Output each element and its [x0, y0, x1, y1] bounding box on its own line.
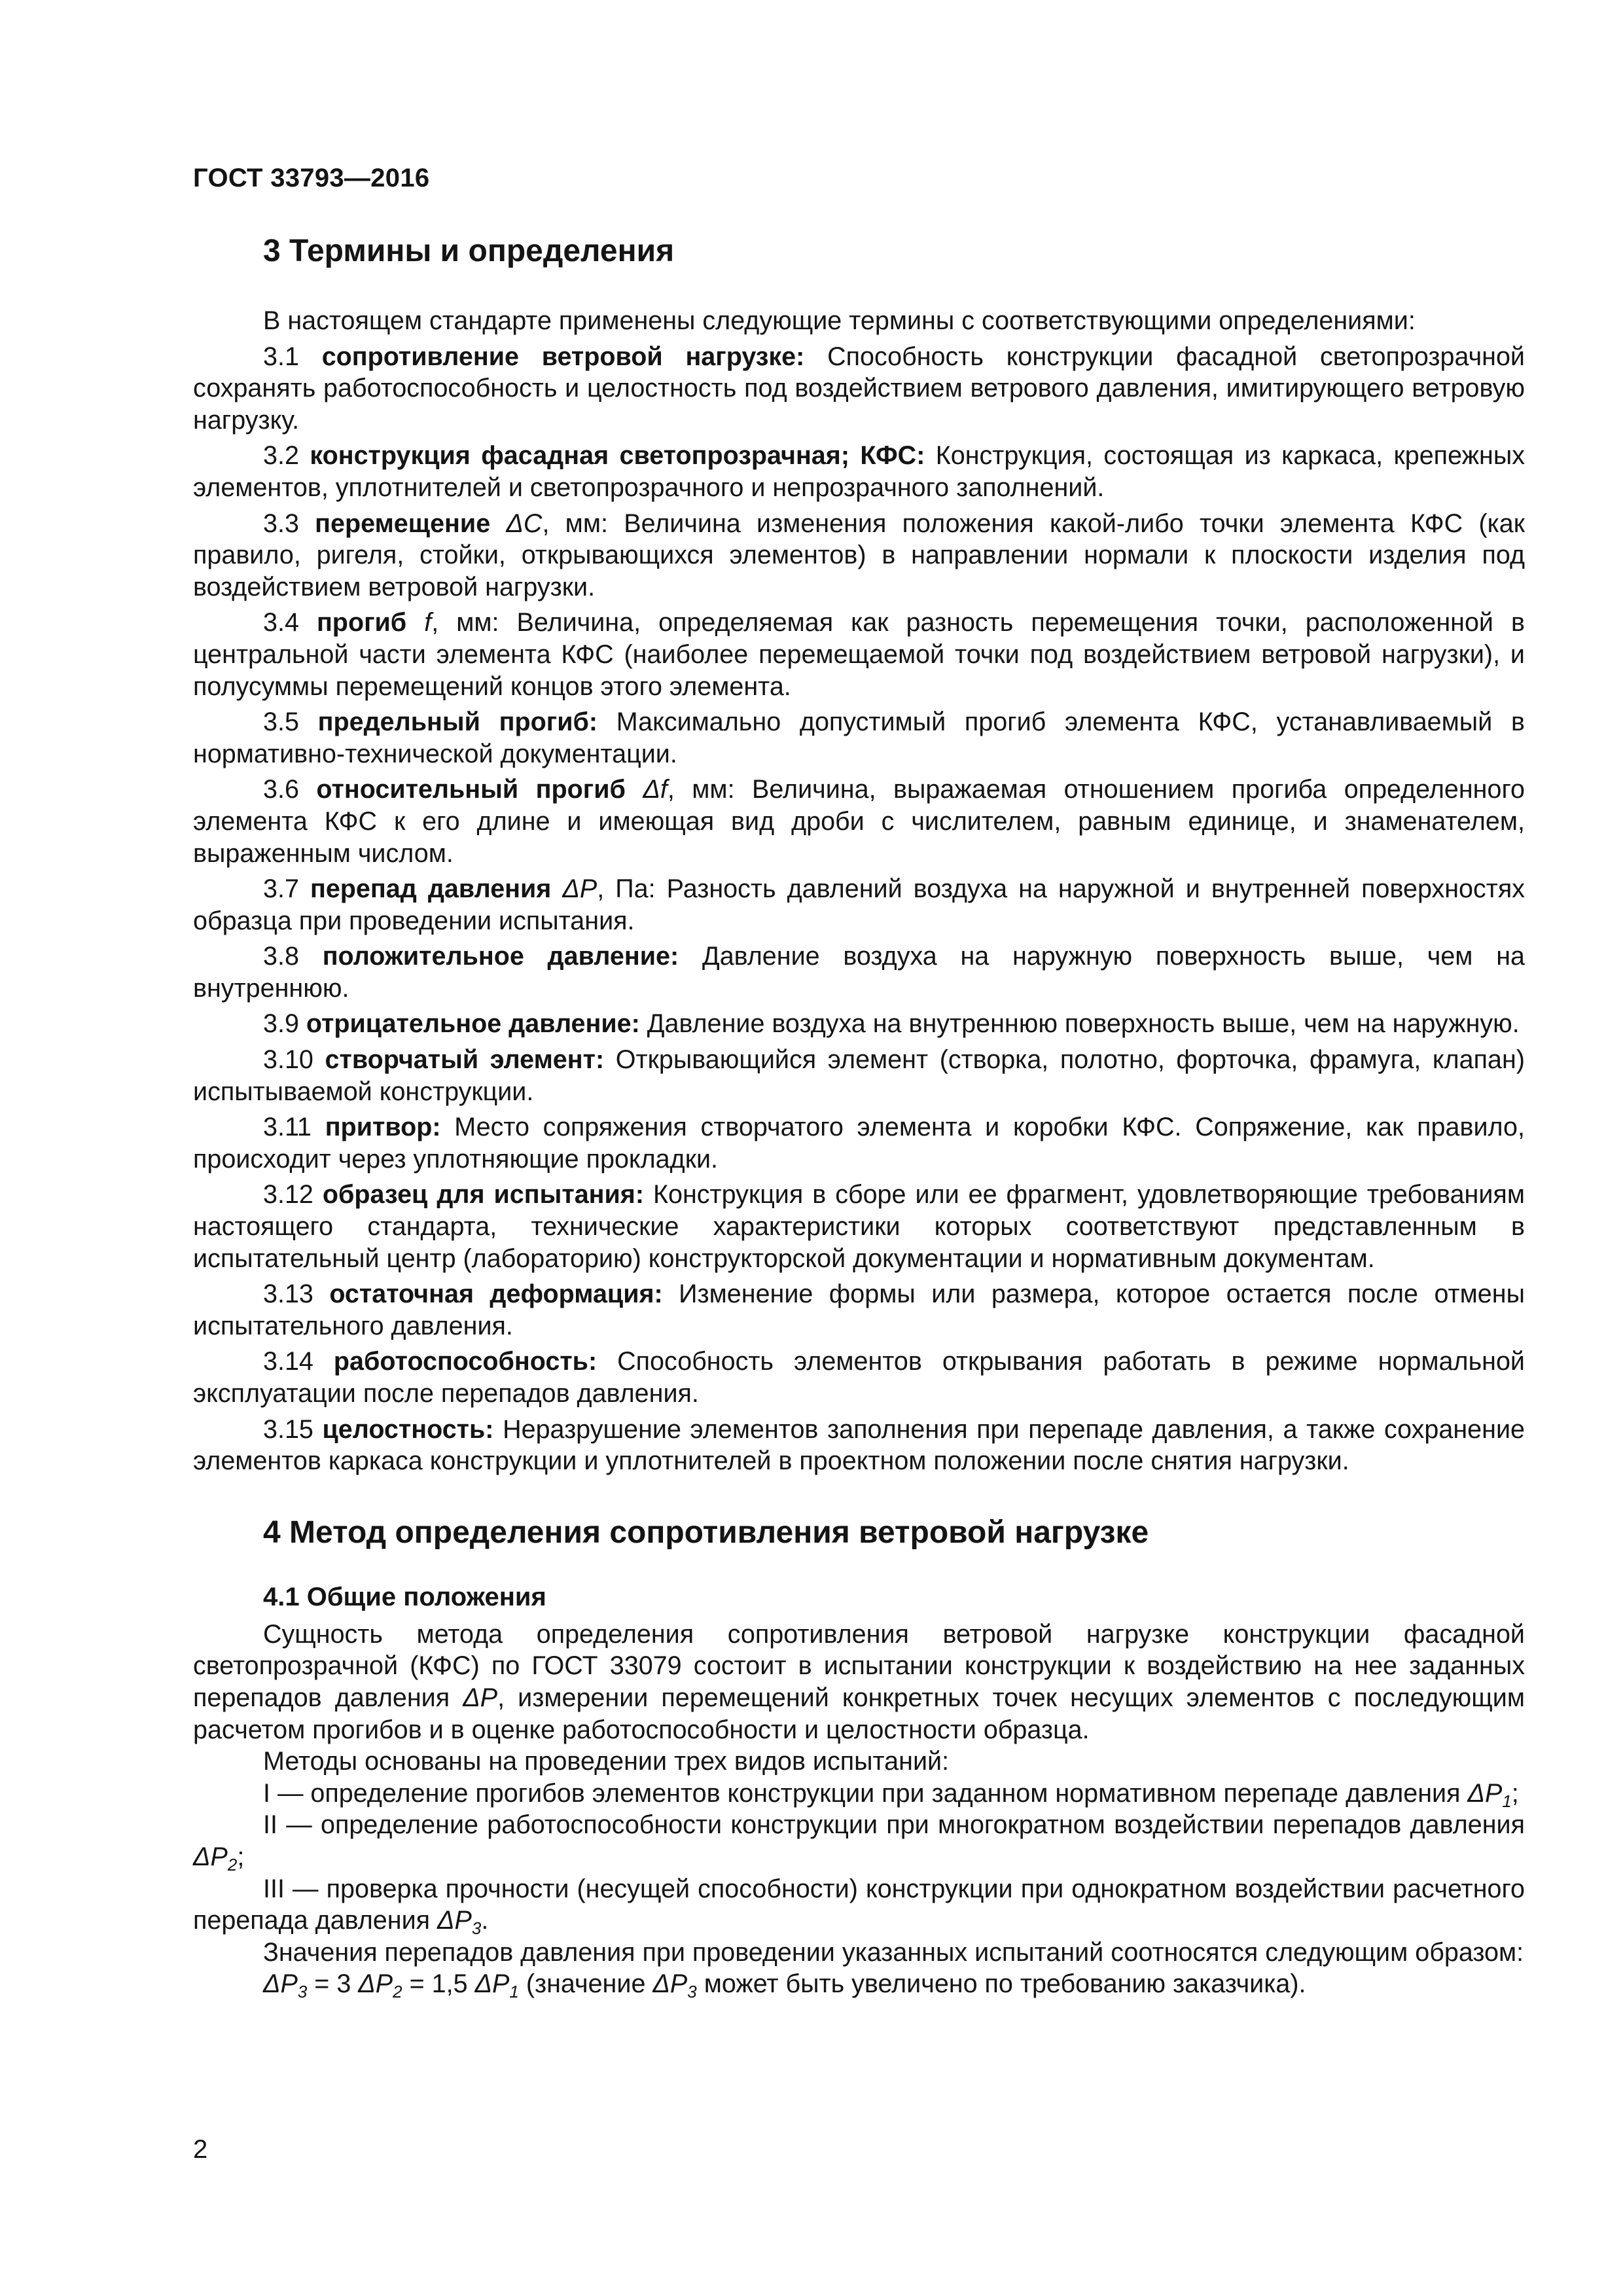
- term-definition: Способность конструкции фасадной светопрозрачной сохранять работоспособность и целостность под воздействием ветрового давления, имитирующего ветровую нагрузку.: [193, 342, 1525, 435]
- term-definition: Способность элементов открывания работать в режиме нормальной эксплуатации после перепадов давления.: [193, 1347, 1525, 1408]
- term-definition: Неразрушение элементов заполнения при перепаде давления, а также сохранение элементов каркаса конструкции и уплотнителей в проектном положении после снятия нагрузки.: [193, 1414, 1525, 1476]
- page-number: 2: [193, 2135, 208, 2164]
- section-4-heading: 4 Метод определения сопротивления ветровой нагрузке: [263, 1515, 1149, 1550]
- term-unit: , мм:: [667, 775, 735, 804]
- term-name: относительный прогиб: [316, 775, 626, 804]
- term-name: притвор:: [325, 1113, 441, 1142]
- term-definition: Конструкция в сборе или ее фрагмент, удовлетворяющие требованиям настоящего стандарта, технические характеристики которых соответствуют представленным в испытательный центр (лабораторию) конструкторской документации и нормативным документам.: [193, 1180, 1525, 1273]
- term-name: образец для испытания:: [322, 1180, 645, 1210]
- pressure-relation-paragraph: Значения перепадов давления при проведении указанных испытаний соотносятся следующим образом:: [263, 1937, 1524, 1967]
- test-type-2: II — определение работоспособности конструкции при многократном воздействии перепадов давления $\Delta P_2$;: [193, 1810, 1525, 1874]
- term-name: работоспособность:: [333, 1347, 597, 1376]
- section-3-intro: В настоящем стандарте применены следующие термины с соответствующими определениями:: [263, 306, 1416, 335]
- page-content: [193, 232, 1525, 2000]
- term-entry-3-9: 3.9 отрицательное давление: Давление воздуха на внутреннюю поверхность выше, чем на наружную.: [263, 1009, 1520, 1039]
- term-name: перемещение: [315, 509, 491, 538]
- term-symbol: Δf: [643, 775, 668, 804]
- term-name: прогиб: [316, 608, 407, 637]
- term-entry-3-7: 3.7 перепад давления ΔP, Па: Разность давлений воздуха на наружной и внутренней поверхностях образца при проведении испытания.: [193, 874, 1525, 935]
- term-symbol: ΔP: [562, 874, 597, 904]
- term-definition: Изменение формы или размера, которое остается после отмены испытательного давления.: [193, 1280, 1525, 1340]
- term-definition: Величина изменения положения какой-либо точки элемента КФС (как правило, ригеля, стойки, открывающихся элементов) в направлении нормали к плоскости изделия под воздействием ветровой нагрузки.: [193, 509, 1525, 601]
- term-entry-3-4: 3.4 прогиб f, мм: Величина, определяемая как разность перемещения точки, расположенной в центральной части элемента КФС (наиболее перемещаемой точки под воздействием ветровой нагрузки), и полусуммы перемещений концов этого элемента.: [193, 608, 1525, 701]
- term-definition: Давление воздуха на внутреннюю поверхность выше, чем на наружную.: [647, 1009, 1520, 1039]
- term-entry-3-13: 3.13 остаточная деформация: Изменение формы или размера, которое остается после отмены испытательного давления.: [193, 1280, 1525, 1340]
- term-definition: Конструкция, состоящая из каркаса, крепежных элементов, уплотнителей и светопрозрачного и непрозрачного заполнений.: [193, 441, 1525, 502]
- term-name: сопротивление ветровой нагрузке:: [321, 342, 805, 371]
- term-symbol: f: [424, 608, 432, 637]
- test-type-1: I — определение прогибов элементов конструкции при заданном нормативном перепаде давления $\Delta P_1$;: [263, 1778, 1519, 1811]
- term-entry-3-15: 3.15 целостность: Неразрушение элементов заполнения при перепаде давления, а также сохранение элементов каркаса конструкции и уплотнителей в проектном положении после снятия нагрузки.: [193, 1414, 1525, 1476]
- term-unit: , Па:: [597, 874, 656, 904]
- term-entry-3-14: 3.14 работоспособность: Способность элементов открывания работать в режиме нормальной эксплуатации после перепадов давления.: [193, 1347, 1525, 1408]
- term-name: створчатый элемент:: [325, 1045, 605, 1075]
- term-definition: Открывающийся элемент (створка, полотно, форточка, фрамуга, клапан) испытываемой конструкции.: [193, 1045, 1525, 1106]
- term-name: конструкция фасадная светопрозрачная; КФС:: [310, 441, 925, 471]
- term-symbol: ΔC: [506, 509, 543, 538]
- term-entry-3-2: 3.2 конструкция фасадная светопрозрачная; КФС: Конструкция, состоящая из каркаса, крепежных элементов, уплотнителей и светопрозрачного и непрозрачного заполнений.: [193, 441, 1525, 502]
- term-definition: Величина, выражаемая отношением прогиба определенного элемента КФС к его длине и имеющая вид дроби с числителем, равным единице, и знаменателем, выраженным числом.: [193, 775, 1525, 868]
- term-entry-3-6: 3.6 относительный прогиб Δf, мм: Величина, выражаемая отношением прогиба определенного элемента КФС к его длине и имеющая вид дроби с числителем, равным единице, и знаменателем, выраженным числом.: [193, 775, 1525, 868]
- term-entry-3-10: 3.10 створчатый элемент: Открывающийся элемент (створка, полотно, форточка, фрамуга, клапан) испытываемой конструкции.: [193, 1045, 1525, 1106]
- term-unit: , мм:: [542, 509, 608, 538]
- pressure-equation: $\Delta P_3 = 3$ $\Delta P_2 = 1,5$ $\Delta P_1$ (значение $\Delta P_3$ может быть увеличено по требованию заказчика).: [263, 1969, 1306, 2002]
- term-entry-3-1: 3.1 сопротивление ветровой нагрузке: Способность конструкции фасадной светопрозрачной сохранять работоспособность и целостность под воздействием ветрового давления, имитирующего ветровую нагрузку.: [193, 342, 1525, 435]
- term-name: отрицательное давление:: [306, 1009, 640, 1039]
- term-name: остаточная деформация:: [329, 1280, 663, 1309]
- term-name: перепад давления: [310, 874, 552, 904]
- term-name: положительное давление:: [322, 942, 679, 971]
- term-name: предельный прогиб:: [317, 708, 598, 737]
- term-unit: , мм:: [431, 608, 499, 637]
- subsection-4-1-heading: 4.1 Общие положения: [263, 1582, 546, 1611]
- term-entry-3-8: 3.8 положительное давление: Давление воздуха на наружную поверхность выше, чем на внутреннюю.: [193, 942, 1525, 1003]
- term-definition: Место сопряжения створчатого элемента и коробки КФС. Сопряжение, как правило, происходит через уплотняющие прокладки.: [193, 1113, 1525, 1174]
- methods-intro-paragraph: Методы основаны на проведении трех видов испытаний:: [263, 1747, 950, 1776]
- test-type-3: III — проверка прочности (несущей способности) конструкции при однократном воздействии расчетного перепада давления $\Delta P_3$.: [193, 1874, 1525, 1939]
- term-entry-3-5: 3.5 предельный прогиб: Максимально допустимый прогиб элемента КФС, устанавливаемый в нормативно-технической документации.: [193, 708, 1525, 768]
- term-definition: Разность давлений воздуха на наружной и внутренней поверхностях образца при проведении испытания.: [193, 874, 1525, 935]
- term-name: целостность:: [322, 1414, 494, 1444]
- term-entry-3-3: 3.3 перемещение ΔC, мм: Величина изменения положения какой-либо точки элемента КФС (как правило, ригеля, стойки, открывающихся элементов) в направлении нормали к плоскости изделия под воздействием ветровой нагрузки.: [193, 509, 1525, 601]
- term-definition: Максимально допустимый прогиб элемента КФС, устанавливаемый в нормативно-технической документации.: [193, 708, 1525, 768]
- term-definition: Давление воздуха на наружную поверхность выше, чем на внутреннюю.: [193, 942, 1525, 1003]
- method-essence-paragraph: Сущность метода определения сопротивления ветровой нагрузке конструкции фасадной светопрозрачной (КФС) по ГОСТ 33079 состоит в испытании конструкции к воздействию на нее заданных перепадов давления ΔP, измерении перемещений конкретных точек несущих элементов с последующим расчетом прогибов и в оценке работоспособности и целостности образца.: [193, 1619, 1525, 1744]
- document-number-header: ГОСТ 33793—2016: [193, 164, 430, 192]
- term-entry-3-12: 3.12 образец для испытания: Конструкция в сборе или ее фрагмент, удовлетворяющие требованиям настоящего стандарта, технические характеристики которых соответствуют представленным в испытательный центр (лабораторию) конструкторской документации и нормативным документам.: [193, 1180, 1525, 1273]
- term-definition: Величина, определяемая как разность перемещения точки, расположенной в центральной части элемента КФС (наиболее перемещаемой точки под воздействием ветровой нагрузки), и полусуммы перемещений концов этого элемента.: [193, 608, 1525, 701]
- term-entry-3-11: 3.11 притвор: Место сопряжения створчатого элемента и коробки КФС. Сопряжение, как правило, происходит через уплотняющие прокладки.: [193, 1113, 1525, 1174]
- section-3-heading: 3 Термины и определения: [263, 234, 675, 268]
